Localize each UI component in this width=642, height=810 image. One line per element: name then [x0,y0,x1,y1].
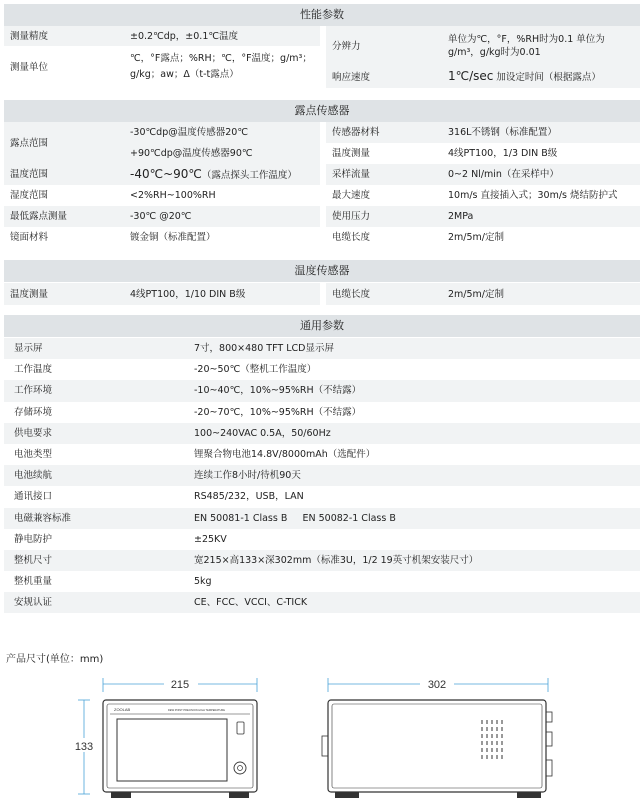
perf-label-unit: 测量单位 [4,46,124,88]
dimensions-caption: 产品尺寸(单位：mm) [6,654,104,665]
front-logo: ZOOLAB [114,707,131,712]
general-title: 通用参数 [4,315,640,337]
dp-label-tempmeas: 温度测量 [326,143,442,164]
general-label: 存储环境 [4,402,184,423]
general-value: -20~70℃，10%~95%RH（不结露） [184,402,640,423]
general-label: 通讯接口 [4,486,184,507]
dp-value-material: 316L不锈钢（标准配置） [442,122,640,143]
general-row [4,486,640,507]
side-depth-label: 302 [427,679,447,691]
temp-sensor-title: 温度传感器 [4,260,640,282]
general-value: ±25KV [184,529,640,550]
general-row [4,359,640,380]
dewpoint-title: 露点传感器 [4,100,640,122]
front-panel-text: DEW POINT PRECISION HIGH TEMPERATURE [168,709,225,712]
dp-value-range: -30℃dp@温度传感器20℃ +90℃dp@温度传感器90℃ [124,122,320,164]
dp-label-mirror: 镜面材料 [4,227,124,248]
general-table [4,338,640,613]
side-view-drawing [320,670,560,810]
ts-value-cable: 2m/5m/定制 [442,283,640,305]
side-foot-left [335,792,359,798]
dp-value-humidity: <2%RH~100%RH [124,185,320,206]
ts-label-cable: 电缆长度 [326,283,442,305]
dp-value-flow: 0~2 Nl/min（在采样中） [442,164,640,185]
rear-connector-top [546,712,552,722]
perf-label-resolution: 分辨力 [326,26,442,66]
dp-label-flow: 采样流量 [326,164,442,185]
dp-label-cable: 电缆长度 [326,227,442,248]
general-label: 电池类型 [4,444,184,465]
general-value: -10~40℃，10%~95%RH（不结露） [184,380,640,401]
general-row [4,380,640,401]
general-value: 宽215×高133×深302mm（标准3U，1/2 19英寸机架安装尺寸） [184,550,640,571]
front-foot-left [111,792,131,798]
general-label: 显示屏 [4,338,184,359]
dp-value-pressure: 2MPa [442,206,640,227]
perf-value-accuracy: ±0.2℃dp，±0.1℃温度 [124,26,320,46]
ts-value-tempmeas: 4线PT100，1/10 DIN B级 [124,283,320,305]
general-row [4,592,640,613]
general-row [4,465,640,486]
general-value: CE、FCC、VCCI、C-TICK [184,592,640,613]
front-width-label: 215 [170,679,190,691]
general-label: 整机重量 [4,571,184,592]
perf-value-unit: ℃，°F露点；%RH；℃，°F温度；g/m³；g/kg；aw；Δ（t-t露点） [124,46,320,88]
rear-connector-bottom [546,760,552,776]
general-value: EN 50081-1 Class B EN 50082-1 Class B [184,508,640,529]
general-label: 电磁兼容标准 [4,508,184,529]
dewpoint-table [4,122,640,248]
dp-value-temprange: -40℃~90℃（露点探头工作温度） [124,164,320,185]
general-label: 整机尺寸 [4,550,184,571]
general-row [4,508,640,529]
dp-value-mindp: -30℃ @20℃ [124,206,320,227]
dp-label-mindp: 最低露点测量 [4,206,124,227]
general-value: -20~50℃（整机工作温度） [184,359,640,380]
general-row [4,571,640,592]
perf-label-accuracy: 测量精度 [4,26,124,46]
general-label: 电池续航 [4,465,184,486]
dp-label-range: 露点范围 [4,122,124,164]
general-value: 7寸，800×480 TFT LCD显示屏 [184,338,640,359]
general-row [4,423,640,444]
perf-label-response: 响应速度 [326,66,442,88]
general-row [4,338,640,359]
dp-value-tempmeas: 4线PT100，1/3 DIN B级 [442,143,640,164]
dp-label-material: 传感器材料 [326,122,442,143]
general-label: 工作环境 [4,380,184,401]
general-row [4,444,640,465]
dp-value-mirror: 镀金铜（标准配置） [124,227,320,248]
perf-value-resolution: 单位为℃，°F，%RH时为0.1 单位为g/m³，g/kg时为0.01 [442,26,640,66]
temp-sensor-table [4,283,640,305]
general-row [4,550,640,571]
general-label: 工作温度 [4,359,184,380]
dp-label-pressure: 使用压力 [326,206,442,227]
front-screen [117,719,227,781]
general-label: 安规认证 [4,592,184,613]
general-row [4,402,640,423]
side-foot-right [517,792,541,798]
front-view-drawing [70,670,270,810]
front-edge-detail [322,736,328,756]
general-value: 5kg [184,571,640,592]
front-foot-right [229,792,249,798]
dp-value-speed: 10m/s 直接插入式；30m/s 烧结防护式 [442,185,640,206]
ts-label-tempmeas: 温度测量 [4,283,124,305]
rear-connector-mid [546,732,552,746]
perf-value-response: 1℃/sec 加设定时间（根据露点） [442,66,640,88]
side-chassis [328,700,546,792]
general-value: 锂聚合物电池14.8V/8000mAh（选配件） [184,444,640,465]
dp-label-speed: 最大速度 [326,185,442,206]
dp-value-cable: 2m/5m/定制 [442,227,640,248]
dp-label-humidity: 湿度范围 [4,185,124,206]
performance-title: 性能参数 [4,4,640,26]
general-row [4,529,640,550]
performance-table [4,26,640,88]
general-value: 连续工作8小时/待机90天 [184,465,640,486]
general-label: 静电防护 [4,529,184,550]
dp-label-temprange: 温度范围 [4,164,124,185]
general-value: 100~240VAC 0.5A，50/60Hz [184,423,640,444]
general-value: RS485/232，USB，LAN [184,486,640,507]
front-height-label: 133 [74,741,94,753]
general-label: 供电要求 [4,423,184,444]
